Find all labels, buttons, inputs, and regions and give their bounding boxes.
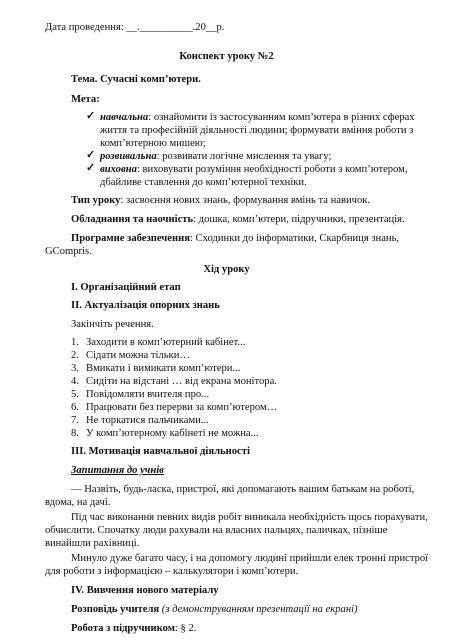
list-item: Не торкатися пальчиками... xyxy=(86,415,209,426)
software-text: : Сходинки до інформатики, Скарбниця знань, xyxy=(189,233,400,244)
checkmark-icon: ✓ xyxy=(86,162,96,174)
goal-item: розвивальна: розвивати логічне мислення та увагу; xyxy=(100,151,332,162)
topic-label: Тема. xyxy=(71,74,98,85)
list-item: Працювати без перерви за комп’ютером… xyxy=(86,402,278,413)
goal-label: Мета: xyxy=(71,94,100,105)
lesson-type-text: : засвоєння нових знань, формування вмінь та навичок. xyxy=(120,195,371,206)
students-question-heading: Запитання до учнів xyxy=(71,465,164,476)
topic-line xyxy=(71,73,201,86)
list-number: 6. xyxy=(71,402,79,413)
list-item: Заходити в комп’ютерний кабінет... xyxy=(86,337,246,348)
teacher-story-note: (з демонструванням презентації на екрані) xyxy=(161,604,358,615)
lesson-type-label: Тип уроку xyxy=(71,195,121,206)
list-number: 8. xyxy=(71,428,79,439)
list-item: Сидіти на відстані … від екрана монітора. xyxy=(86,376,277,387)
list-item: Сідати можна тільки… xyxy=(86,350,190,361)
list-item: Повідомляти вчителя про... xyxy=(86,389,210,400)
paragraph-line: обчислити. Спочатку люди рахували на власних пальцях, паличках, пізніше xyxy=(45,525,388,536)
goal-term: навчальна xyxy=(100,112,149,123)
lesson-heading: Хід уроку xyxy=(203,264,250,275)
goal-text: дбайливе ставлення до комп’ютерної техніки. xyxy=(100,177,307,188)
goal-item: виховна: виховувати розуміння необхідності роботи з комп’ютером, xyxy=(100,164,408,175)
paragraph-line: Під час виконання певних видів робіт виникала необхідність щось порахувати, xyxy=(71,512,428,523)
list-number: 2. xyxy=(71,350,79,361)
topic-text: Сучасні комп’ютери. xyxy=(100,74,201,85)
checkmark-icon: ✓ xyxy=(86,110,96,122)
list-item: У комп’ютерному кабінеті не можна... xyxy=(86,428,259,439)
equipment-text: : дошка, комп’ютери, підручники, презентація. xyxy=(193,214,405,225)
list-number: 4. xyxy=(71,376,79,387)
goal-term: виховна xyxy=(100,164,137,175)
equipment-label: Обладнання та наочність xyxy=(71,214,194,225)
list-number: 7. xyxy=(71,415,79,426)
lesson-type-line xyxy=(71,194,370,207)
stage-heading: ІІІ. Мотивація навчальної діяльності xyxy=(71,446,250,457)
paragraph-line: для роботи з інформацією – калькулятори і комп’ютери. xyxy=(45,566,299,577)
list-number: 5. xyxy=(71,389,79,400)
textbook-label: Робота з підручником xyxy=(71,623,175,634)
software-text-cont: GCompris. xyxy=(45,246,92,257)
finish-prompt: Закінчіть речення. xyxy=(71,319,154,330)
stage-heading: І. Організаційний етап xyxy=(71,282,181,293)
textbook-text: : § 2. xyxy=(174,623,197,634)
stage-heading: ІV. Вивчення нового матеріалу xyxy=(71,585,219,596)
software-line xyxy=(71,232,399,245)
paragraph-line: вдома, на дачі. xyxy=(45,497,111,508)
list-item: Вмикати і вимикати комп’ютери... xyxy=(86,363,241,374)
goal-text: життя та професійній діяльності людини; формувати вміння роботи з xyxy=(100,125,414,136)
equipment-line xyxy=(71,213,405,226)
goal-text: ознайомити із застосуванням комп’ютера в різних сферах xyxy=(153,112,415,123)
paragraph-line: винайшли рахівниці. xyxy=(45,538,140,549)
teacher-story-line xyxy=(71,603,358,616)
page-title: Конспект уроку №2 xyxy=(179,51,274,62)
list-number: 1. xyxy=(71,337,79,348)
goal-term: розвивальна xyxy=(100,151,157,162)
software-label: Програмне забезпечення xyxy=(71,233,190,244)
list-number: 3. xyxy=(71,363,79,374)
checkmark-icon: ✓ xyxy=(86,149,96,161)
goal-text: розвивати логічне мислення та увагу; xyxy=(162,151,332,162)
paragraph-line: Минуло дуже багато часу, і на допомогу людині прийшли елек тронні пристрої xyxy=(71,553,429,564)
goal-item: навчальна: ознайомити із застосуванням комп’ютера в різних сферах xyxy=(100,112,415,123)
date-line: Дата проведення: __.__________.20__р. xyxy=(45,22,225,33)
paragraph-line: — Назвіть, будь-ласка, пристрої, які допомагають вашим батькам на роботі, xyxy=(71,484,415,495)
stage-heading: ІІ. Актуалізація опорних знань xyxy=(71,300,220,311)
textbook-line xyxy=(71,622,196,635)
goal-text: виховувати розуміння необхідності роботи з комп’ютером, xyxy=(142,164,408,175)
teacher-story-label: Розповідь учителя xyxy=(71,604,160,615)
goal-text: комп’ютерною мишею; xyxy=(100,138,206,149)
